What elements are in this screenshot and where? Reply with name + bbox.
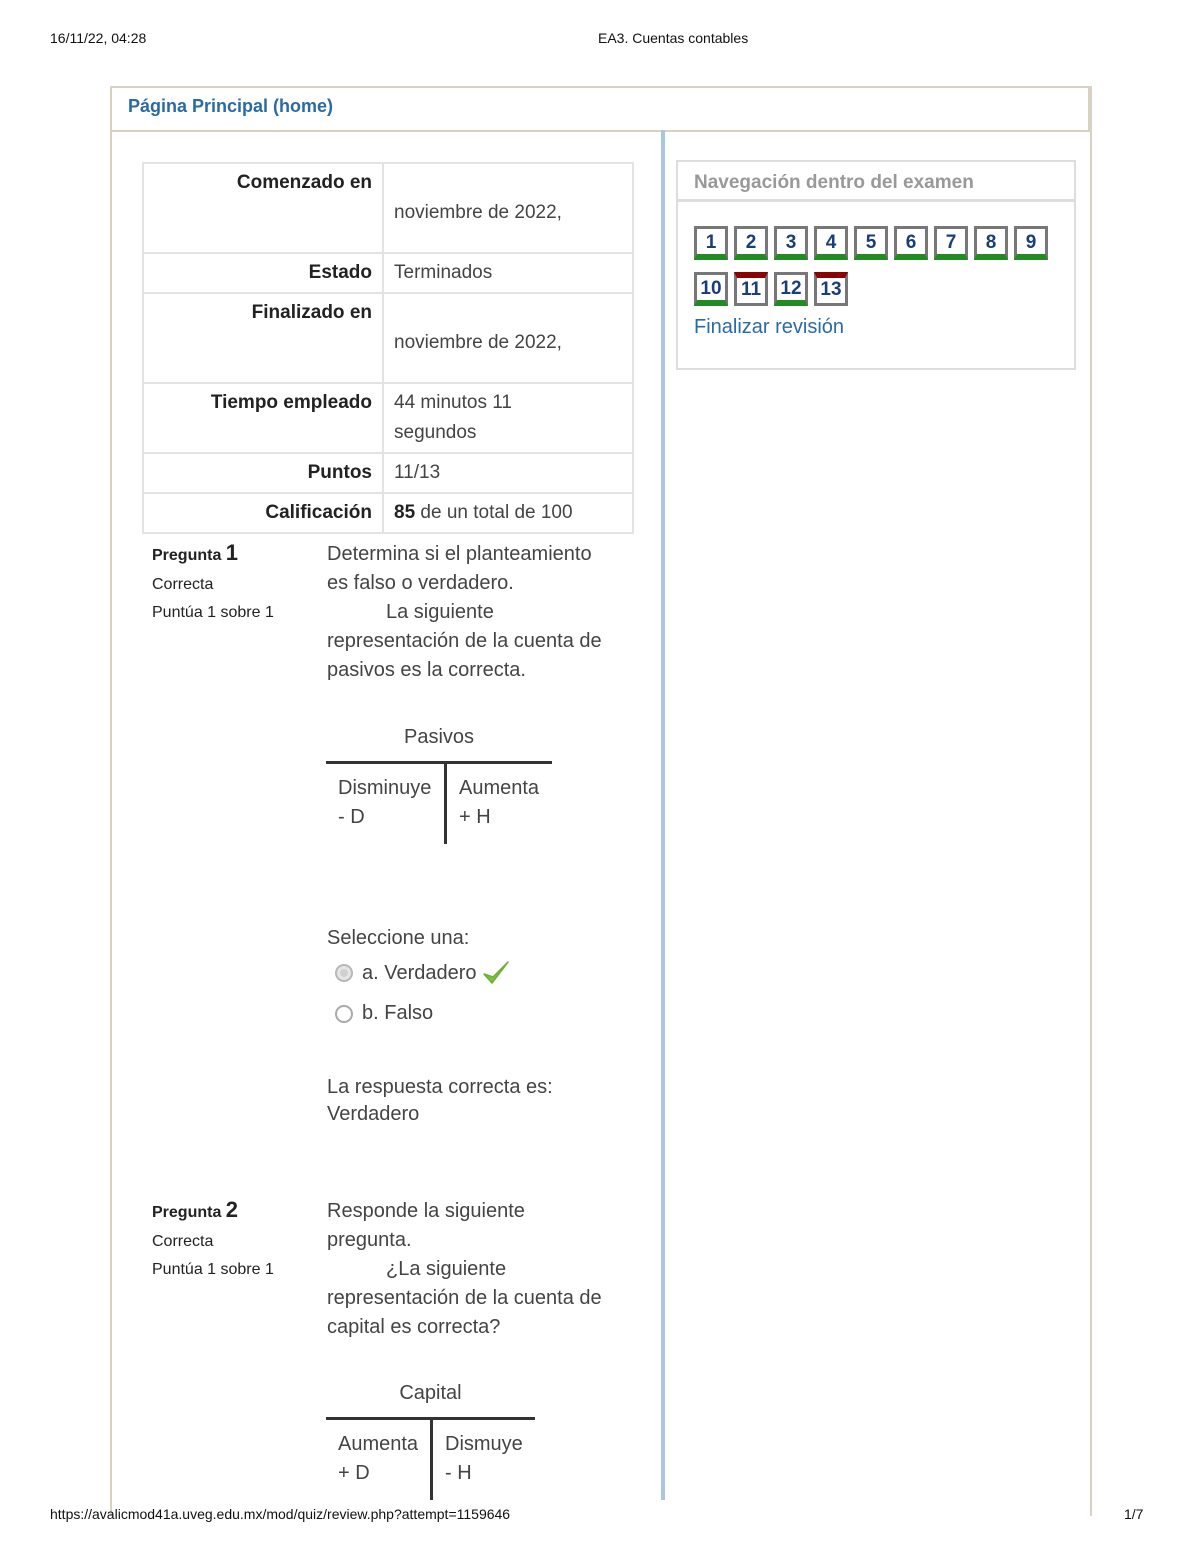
attempt-summary-table bbox=[142, 162, 634, 534]
question-score: Puntúa 1 sobre 1 bbox=[152, 604, 274, 621]
state-label: Estado bbox=[143, 253, 383, 293]
t-account-capital bbox=[326, 1382, 535, 1500]
points-value: 11/13 bbox=[383, 453, 633, 493]
t-account-pasivos bbox=[326, 726, 552, 844]
time-value-line2: segundos bbox=[394, 422, 477, 443]
quiz-nav-button-2[interactable]: 2 bbox=[734, 226, 768, 260]
time-value-line1: 44 minutos 11 bbox=[394, 392, 512, 413]
quiz-nav-button-8[interactable]: 8 bbox=[974, 226, 1008, 260]
quiz-nav-button-11[interactable]: 11 bbox=[734, 272, 768, 306]
check-icon bbox=[481, 958, 511, 988]
breadcrumb bbox=[110, 86, 1090, 132]
debit-sign: + D bbox=[338, 1462, 370, 1484]
home-link[interactable]: Página Principal (home) bbox=[128, 96, 334, 116]
question-label: Pregunta bbox=[152, 547, 222, 564]
t-account-credit bbox=[433, 1420, 535, 1500]
quiz-nav-button-1[interactable]: 1 bbox=[694, 226, 728, 260]
print-datetime: 16/11/22, 04:28 bbox=[50, 30, 147, 46]
correct-answer-label: La respuesta correcta es: bbox=[327, 1076, 553, 1098]
credit-label: Aumenta bbox=[459, 777, 540, 799]
q1-text-line: Determina si el planteamiento bbox=[327, 543, 592, 565]
option-a-label: a. Verdadero bbox=[362, 961, 477, 984]
question-status: Correcta bbox=[152, 1233, 214, 1250]
quiz-nav-button-6[interactable]: 6 bbox=[894, 226, 928, 260]
question-number: 2 bbox=[225, 1197, 239, 1222]
question-2-info bbox=[152, 1197, 274, 1289]
credit-label: Dismuye bbox=[445, 1433, 523, 1455]
t-account-debit bbox=[326, 764, 444, 844]
grade-rest: de un total de 100 bbox=[420, 502, 573, 523]
started-label: Comenzado en bbox=[143, 163, 383, 253]
summary-row-started bbox=[143, 163, 633, 253]
select-one-label: Seleccione una: bbox=[327, 927, 470, 949]
print-page-number: 1/7 bbox=[1124, 1506, 1144, 1522]
question-2-text bbox=[327, 1197, 627, 1342]
summary-row-points bbox=[143, 453, 633, 493]
q2-text-line: capital es correcta? bbox=[327, 1316, 501, 1338]
radio-b[interactable] bbox=[335, 1005, 353, 1023]
grade-label: Calificación bbox=[143, 493, 383, 533]
quiz-navigation-block bbox=[676, 160, 1076, 370]
q2-text-line: pregunta. bbox=[327, 1229, 412, 1251]
quiz-nav-button-7[interactable]: 7 bbox=[934, 226, 968, 260]
started-value bbox=[383, 163, 633, 253]
finish-review-link[interactable]: Finalizar revisión bbox=[694, 316, 845, 338]
question-1-text bbox=[327, 540, 627, 685]
correct-answer bbox=[327, 1074, 627, 1128]
debit-label: Aumenta bbox=[338, 1433, 419, 1455]
column-divider bbox=[661, 130, 665, 1500]
option-b[interactable] bbox=[335, 1002, 433, 1025]
correct-answer-value: Verdadero bbox=[327, 1103, 420, 1125]
summary-row-time bbox=[143, 383, 633, 453]
q1-text-line: representación de la cuenta de bbox=[327, 630, 602, 652]
finished-label: Finalizado en bbox=[143, 293, 383, 383]
print-url: https://avalicmod41a.uveg.edu.mx/mod/quiz/review.php?attempt=1159646 bbox=[50, 1506, 511, 1522]
summary-row-state bbox=[143, 253, 633, 293]
t-account-credit bbox=[447, 764, 551, 844]
option-a[interactable] bbox=[335, 958, 511, 988]
q1-text-line: La siguiente bbox=[386, 601, 494, 623]
time-value bbox=[383, 383, 633, 453]
question-label: Pregunta bbox=[152, 1204, 222, 1221]
grade-value bbox=[383, 493, 633, 533]
points-label: Puntos bbox=[143, 453, 383, 493]
radio-a[interactable] bbox=[335, 964, 353, 982]
grade-number: 85 bbox=[394, 502, 416, 523]
time-label: Tiempo empleado bbox=[143, 383, 383, 453]
quiz-nav-button-3[interactable]: 3 bbox=[774, 226, 808, 260]
print-title: EA3. Cuentas contables bbox=[598, 30, 749, 46]
t-account-name: Pasivos bbox=[403, 726, 475, 748]
question-status: Correcta bbox=[152, 576, 214, 593]
quiz-nav-button-5[interactable]: 5 bbox=[854, 226, 888, 260]
started-date: noviembre de 2022, bbox=[394, 202, 562, 223]
question-score: Puntúa 1 sobre 1 bbox=[152, 1261, 274, 1278]
quiz-nav-button-12[interactable]: 12 bbox=[774, 272, 808, 306]
quiz-nav-button-13[interactable]: 13 bbox=[814, 272, 848, 306]
question-number: 1 bbox=[225, 540, 239, 565]
summary-row-finished bbox=[143, 293, 633, 383]
debit-label: Disminuye bbox=[338, 777, 432, 799]
summary-row-grade bbox=[143, 493, 633, 533]
q2-text-line: representación de la cuenta de bbox=[327, 1287, 602, 1309]
credit-sign: + H bbox=[459, 806, 491, 828]
quiz-nav-button-4[interactable]: 4 bbox=[814, 226, 848, 260]
credit-sign: - H bbox=[445, 1462, 472, 1484]
quiz-navigation-title: Navegación dentro del examen bbox=[678, 162, 1074, 202]
q1-text-line: es falso o verdadero. bbox=[327, 572, 514, 594]
finished-date: noviembre de 2022, bbox=[394, 332, 562, 353]
debit-sign: - D bbox=[338, 806, 365, 828]
quiz-nav-button-9[interactable]: 9 bbox=[1014, 226, 1048, 260]
q2-text-line: ¿La siguiente bbox=[386, 1258, 507, 1280]
option-b-label: b. Falso bbox=[362, 1002, 434, 1024]
state-value: Terminados bbox=[383, 253, 633, 293]
q1-text-line: pasivos es la correcta. bbox=[327, 659, 526, 681]
q2-text-line: Responde la siguiente bbox=[327, 1200, 525, 1222]
question-1-info bbox=[152, 540, 274, 632]
quiz-nav-button-10[interactable]: 10 bbox=[694, 272, 728, 306]
finished-value bbox=[383, 293, 633, 383]
t-account-debit bbox=[326, 1420, 430, 1500]
t-account-name: Capital bbox=[399, 1382, 462, 1404]
